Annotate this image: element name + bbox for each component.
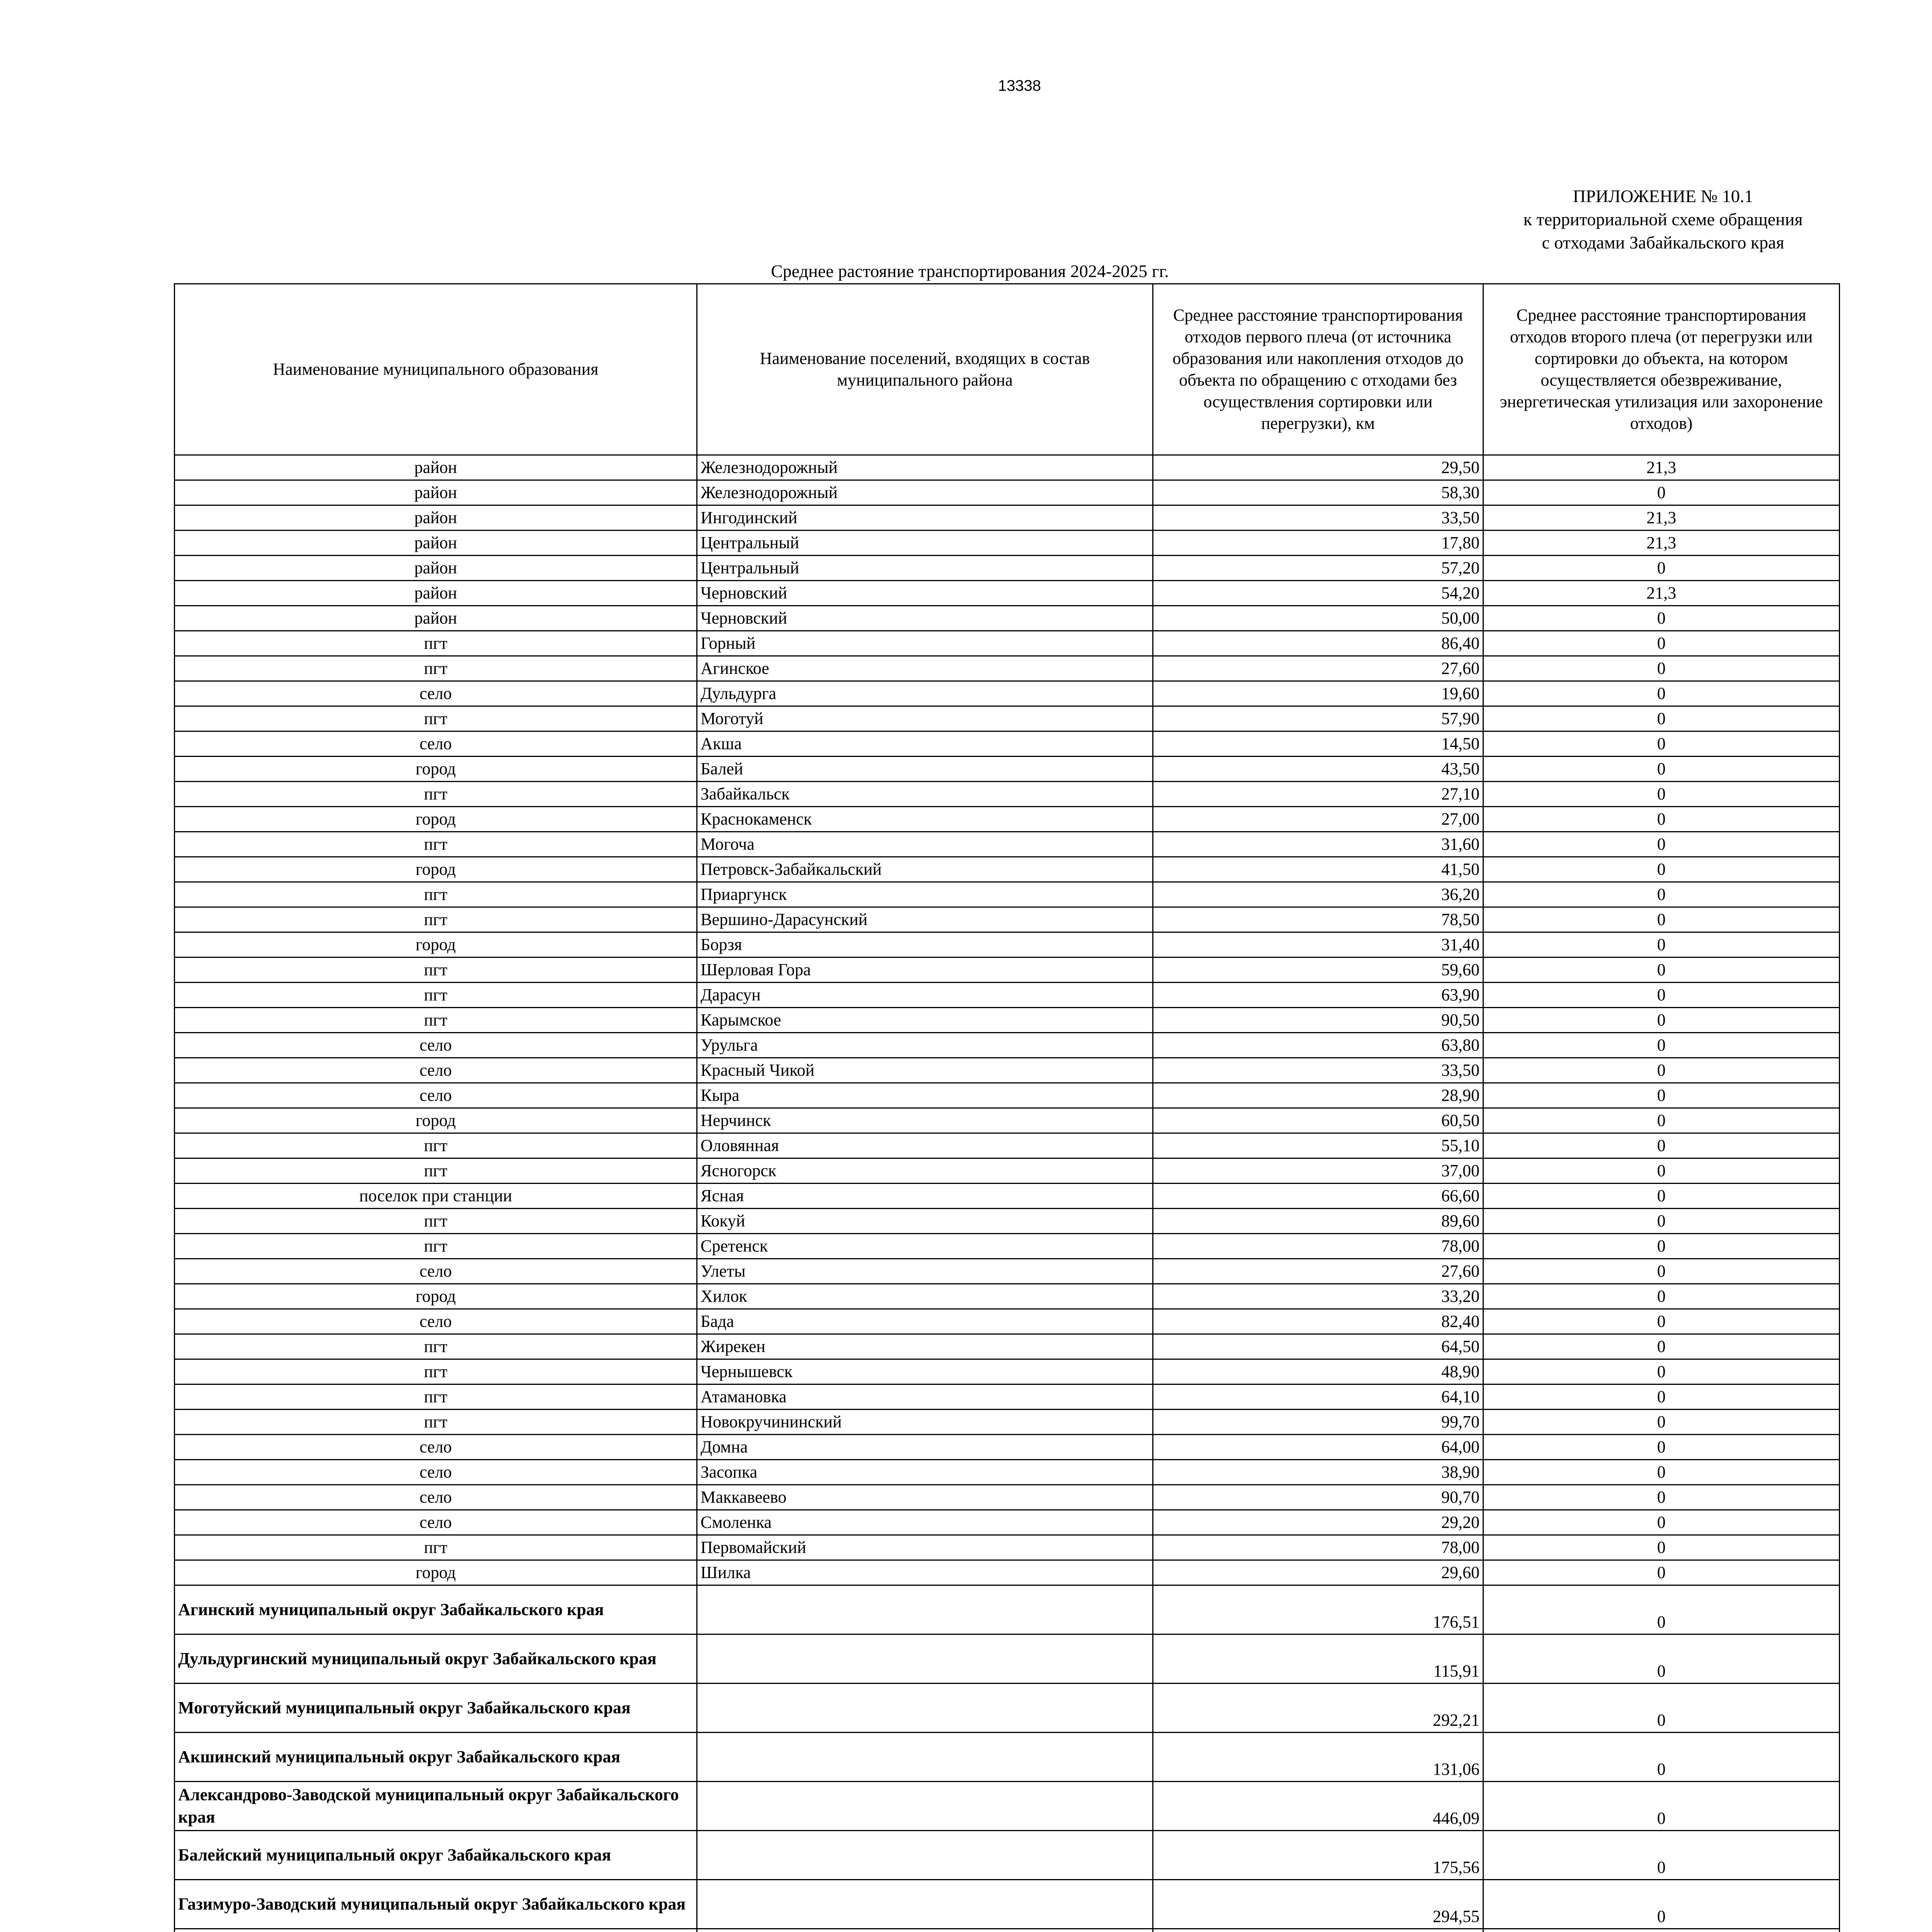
settlement-type-cell: село (175, 1309, 697, 1334)
settlement-type-cell: район (175, 606, 697, 631)
settlement-type-cell: город (175, 1108, 697, 1133)
second-leg-distance-cell: 0 (1483, 1733, 1840, 1782)
first-leg-distance-cell: 176,51 (1153, 1585, 1483, 1634)
second-leg-distance-cell: 0 (1483, 1033, 1840, 1058)
settlement-name-cell: Дарасун (697, 983, 1153, 1008)
first-leg-distance-cell: 86,40 (1153, 631, 1483, 656)
settlement-type-cell: город (175, 1284, 697, 1309)
table-row (175, 1309, 1840, 1334)
settlement-name-cell: Железнодорожный (697, 455, 1153, 480)
appendix-line-1: ПРИЛОЖЕНИЕ № 10.1 (1573, 186, 1753, 206)
district-name-cell: Газимуро-Заводский муниципальный округ Забайкальского края (175, 1880, 697, 1929)
first-leg-distance-cell: 78,00 (1153, 1234, 1483, 1259)
first-leg-distance-cell: 33,20 (1153, 1284, 1483, 1309)
settlement-type-cell: пгт (175, 1158, 697, 1184)
settlement-name-cell: Смоленка (697, 1510, 1153, 1535)
table-row (175, 1485, 1840, 1510)
settlement-name-cell: Горный (697, 631, 1153, 656)
first-leg-distance-cell: 175,56 (1153, 1831, 1483, 1880)
settlement-type-cell: район (175, 480, 697, 505)
second-leg-distance-cell: 0 (1483, 1782, 1840, 1831)
first-leg-distance-cell: 29,50 (1153, 455, 1483, 480)
table-row (175, 983, 1840, 1008)
first-leg-distance-cell: 41,50 (1153, 857, 1483, 882)
table-row (175, 1259, 1840, 1284)
first-leg-distance-cell: 33,50 (1153, 1058, 1483, 1083)
second-leg-distance-cell: 0 (1483, 1334, 1840, 1359)
table-row (175, 1033, 1840, 1058)
settlement-name-cell: Вершино-Дарасунский (697, 907, 1153, 932)
settlement-name-cell: Кокуй (697, 1209, 1153, 1234)
first-leg-distance-cell: 63,90 (1153, 983, 1483, 1008)
first-leg-distance-cell: 90,50 (1153, 1008, 1483, 1033)
settlement-type-cell: район (175, 531, 697, 556)
second-leg-distance-cell: 21,3 (1483, 531, 1840, 556)
table-row (175, 1184, 1840, 1209)
first-leg-distance-cell: 64,50 (1153, 1334, 1483, 1359)
header-row (175, 284, 1840, 455)
table-row (175, 932, 1840, 957)
settlement-name-cell: Атамановка (697, 1384, 1153, 1410)
appendix-heading (1489, 185, 1837, 254)
second-leg-distance-cell: 0 (1483, 932, 1840, 957)
settlement-name-cell: Шилка (697, 1560, 1153, 1585)
first-leg-distance-cell: 63,80 (1153, 1033, 1483, 1058)
settlement-type-cell: пгт (175, 631, 697, 656)
settlement-type-cell: пгт (175, 1359, 697, 1384)
second-leg-distance-cell: 0 (1483, 1309, 1840, 1334)
settlement-type-cell: пгт (175, 882, 697, 907)
table-row (175, 782, 1840, 807)
second-leg-distance-cell: 0 (1483, 1634, 1840, 1684)
empty-cell (697, 1782, 1153, 1831)
first-leg-distance-cell: 294,55 (1153, 1880, 1483, 1929)
settlement-type-cell: пгт (175, 656, 697, 681)
first-leg-distance-cell: 54,20 (1153, 581, 1483, 606)
settlement-name-cell: Нерчинск (697, 1108, 1153, 1133)
settlement-type-cell: поселок при станции (175, 1184, 697, 1209)
first-leg-distance-cell: 89,60 (1153, 1209, 1483, 1234)
second-leg-distance-cell: 0 (1483, 957, 1840, 983)
table-row (175, 706, 1840, 731)
district-name-cell: Моготуйский муниципальный округ Забайкальского края (175, 1684, 697, 1733)
second-leg-distance-cell: 0 (1483, 1684, 1840, 1733)
first-leg-distance-cell: 115,91 (1153, 1634, 1483, 1684)
settlement-name-cell: Оловянная (697, 1133, 1153, 1158)
header-settlement: Наименование поселений, входящих в состав муниципального района (697, 284, 1153, 455)
district-row (175, 1880, 1840, 1929)
second-leg-distance-cell: 0 (1483, 983, 1840, 1008)
table-row (175, 1083, 1840, 1108)
settlement-type-cell: село (175, 1033, 697, 1058)
settlement-type-cell: село (175, 681, 697, 706)
first-leg-distance-cell: 78,50 (1153, 907, 1483, 932)
table-row (175, 1410, 1840, 1435)
table-row (175, 531, 1840, 556)
settlement-name-cell: Акша (697, 731, 1153, 757)
second-leg-distance-cell (1483, 1929, 1840, 1932)
second-leg-distance-cell: 0 (1483, 882, 1840, 907)
settlement-name-cell: Карымское (697, 1008, 1153, 1033)
first-leg-distance-cell: 66,60 (1153, 1184, 1483, 1209)
first-leg-distance-cell: 36,20 (1153, 882, 1483, 907)
table-row (175, 1058, 1840, 1083)
second-leg-distance-cell: 0 (1483, 1880, 1840, 1929)
settlement-name-cell: Забайкальск (697, 782, 1153, 807)
district-name-cell: Балейский муниципальный округ Забайкальского края (175, 1831, 697, 1880)
first-leg-distance-cell: 28,90 (1153, 1083, 1483, 1108)
first-leg-distance-cell: 17,80 (1153, 531, 1483, 556)
table-row (175, 1209, 1840, 1234)
second-leg-distance-cell: 0 (1483, 1284, 1840, 1309)
first-leg-distance-cell: 78,00 (1153, 1535, 1483, 1560)
settlement-type-cell: село (175, 1485, 697, 1510)
table-title: Среднее растояние транспортирования 2024-2025 гг. (771, 261, 1169, 281)
table-row (175, 957, 1840, 983)
second-leg-distance-cell: 0 (1483, 757, 1840, 782)
table-row (175, 681, 1840, 706)
first-leg-distance-cell: 57,90 (1153, 706, 1483, 731)
settlement-type-cell: пгт (175, 1133, 697, 1158)
second-leg-distance-cell: 0 (1483, 1460, 1840, 1485)
table-row (175, 606, 1840, 631)
settlement-type-cell: пгт (175, 1535, 697, 1560)
second-leg-distance-cell: 0 (1483, 1158, 1840, 1184)
first-leg-distance-cell: 64,10 (1153, 1384, 1483, 1410)
settlement-name-cell: Хилок (697, 1284, 1153, 1309)
district-row (175, 1782, 1840, 1831)
settlement-type-cell: район (175, 505, 697, 531)
settlement-name-cell: Урульга (697, 1033, 1153, 1058)
settlement-type-cell: район (175, 556, 697, 581)
settlement-name-cell: Черновский (697, 606, 1153, 631)
table-row (175, 907, 1840, 932)
second-leg-distance-cell: 0 (1483, 1083, 1840, 1108)
second-leg-distance-cell: 0 (1483, 807, 1840, 832)
first-leg-distance-cell: 446,09 (1153, 1782, 1483, 1831)
appendix-line-3: с отходами Забайкальского края (1542, 233, 1784, 252)
table-row (175, 832, 1840, 857)
first-leg-distance-cell: 27,60 (1153, 656, 1483, 681)
settlement-name-cell: Кыра (697, 1083, 1153, 1108)
first-leg-distance-cell: 48,90 (1153, 1359, 1483, 1384)
second-leg-distance-cell: 0 (1483, 480, 1840, 505)
empty-cell (697, 1684, 1153, 1733)
settlement-name-cell: Центральный (697, 531, 1153, 556)
district-row (175, 1831, 1840, 1880)
settlement-name-cell: Первомайский (697, 1535, 1153, 1560)
settlement-name-cell: Ясная (697, 1184, 1153, 1209)
first-leg-distance-cell: 57,20 (1153, 556, 1483, 581)
table-row (175, 882, 1840, 907)
table-row (175, 1108, 1840, 1133)
settlement-type-cell: город (175, 807, 697, 832)
second-leg-distance-cell: 0 (1483, 1058, 1840, 1083)
settlement-type-cell: пгт (175, 957, 697, 983)
empty-cell (697, 1585, 1153, 1634)
table-row (175, 1133, 1840, 1158)
first-leg-distance-cell: 19,60 (1153, 681, 1483, 706)
settlement-name-cell: Ингодинский (697, 505, 1153, 531)
district-name-cell: Александрово-Заводской муниципальный округ Забайкальского края (175, 1782, 697, 1831)
settlement-name-cell: Маккавеево (697, 1485, 1153, 1510)
settlement-type-cell: пгт (175, 1384, 697, 1410)
settlement-type-cell: пгт (175, 1008, 697, 1033)
settlement-name-cell: Бада (697, 1309, 1153, 1334)
second-leg-distance-cell: 0 (1483, 556, 1840, 581)
settlement-name-cell: Жирекен (697, 1334, 1153, 1359)
settlement-name-cell: Центральный (697, 556, 1153, 581)
settlement-type-cell: пгт (175, 832, 697, 857)
first-leg-distance-cell: 60,50 (1153, 1108, 1483, 1133)
second-leg-distance-cell: 0 (1483, 1259, 1840, 1284)
empty-cell (697, 1929, 1153, 1932)
settlement-name-cell: Чернышевск (697, 1359, 1153, 1384)
settlement-name-cell: Красный Чикой (697, 1058, 1153, 1083)
second-leg-distance-cell: 21,3 (1483, 505, 1840, 531)
settlement-name-cell: Улеты (697, 1259, 1153, 1284)
settlement-type-cell: город (175, 757, 697, 782)
first-leg-distance-cell: 37,00 (1153, 1158, 1483, 1184)
table-row (175, 1284, 1840, 1309)
settlement-type-cell: город (175, 857, 697, 882)
settlement-name-cell: Могоча (697, 832, 1153, 857)
first-leg-distance-cell: 59,60 (1153, 957, 1483, 983)
distance-table (174, 283, 1840, 1932)
table-row (175, 1460, 1840, 1485)
second-leg-distance-cell: 0 (1483, 1410, 1840, 1435)
table-row (175, 505, 1840, 531)
table-body (175, 455, 1840, 1932)
first-leg-distance-cell: 38,90 (1153, 1460, 1483, 1485)
table-row (175, 556, 1840, 581)
appendix-line-2: к территориальной схеме обращения (1523, 209, 1803, 229)
settlement-name-cell: Засопка (697, 1460, 1153, 1485)
first-leg-distance-cell: 99,70 (1153, 1410, 1483, 1435)
second-leg-distance-cell: 0 (1483, 1008, 1840, 1033)
settlement-name-cell: Балей (697, 757, 1153, 782)
second-leg-distance-cell: 0 (1483, 1133, 1840, 1158)
settlement-name-cell: Шерловая Гора (697, 957, 1153, 983)
district-row (175, 1585, 1840, 1634)
first-leg-distance-cell (1153, 1929, 1483, 1932)
table-row (175, 857, 1840, 882)
settlement-type-cell: село (175, 1510, 697, 1535)
settlement-type-cell: пгт (175, 706, 697, 731)
table-row (175, 1234, 1840, 1259)
table-row (175, 1008, 1840, 1033)
first-leg-distance-cell: 29,20 (1153, 1510, 1483, 1535)
second-leg-distance-cell: 21,3 (1483, 455, 1840, 480)
settlement-name-cell: Дульдурга (697, 681, 1153, 706)
first-leg-distance-cell: 64,00 (1153, 1435, 1483, 1460)
table-row (175, 1435, 1840, 1460)
page-number: 13338 (998, 77, 1041, 94)
district-row (175, 1634, 1840, 1684)
settlement-name-cell: Приаргунск (697, 882, 1153, 907)
table-row (175, 581, 1840, 606)
first-leg-distance-cell: 33,50 (1153, 505, 1483, 531)
settlement-name-cell: Краснокаменск (697, 807, 1153, 832)
settlement-type-cell: пгт (175, 1334, 697, 1359)
second-leg-distance-cell: 0 (1483, 1234, 1840, 1259)
settlement-type-cell: село (175, 1259, 697, 1284)
settlement-type-cell: село (175, 1460, 697, 1485)
second-leg-distance-cell: 0 (1483, 656, 1840, 681)
settlement-name-cell: Сретенск (697, 1234, 1153, 1259)
second-leg-distance-cell: 0 (1483, 1560, 1840, 1585)
settlement-name-cell: Черновский (697, 581, 1153, 606)
settlement-type-cell: пгт (175, 1234, 697, 1259)
settlement-type-cell: пгт (175, 907, 697, 932)
second-leg-distance-cell: 0 (1483, 1184, 1840, 1209)
table-row (175, 1510, 1840, 1535)
table-row (175, 656, 1840, 681)
settlement-type-cell: город (175, 1560, 697, 1585)
settlement-type-cell: пгт (175, 983, 697, 1008)
table-row (175, 1334, 1840, 1359)
second-leg-distance-cell: 0 (1483, 731, 1840, 757)
table-row (175, 1535, 1840, 1560)
district-name-cell: Акшинский муниципальный округ Забайкальского края (175, 1733, 697, 1782)
table-row (175, 631, 1840, 656)
second-leg-distance-cell: 0 (1483, 1535, 1840, 1560)
first-leg-distance-cell: 55,10 (1153, 1133, 1483, 1158)
empty-cell (697, 1733, 1153, 1782)
second-leg-distance-cell: 0 (1483, 1384, 1840, 1410)
first-leg-distance-cell: 50,00 (1153, 606, 1483, 631)
table-row (175, 807, 1840, 832)
district-name-cell (175, 1929, 697, 1932)
settlement-type-cell: пгт (175, 1410, 697, 1435)
second-leg-distance-cell: 0 (1483, 857, 1840, 882)
first-leg-distance-cell: 131,06 (1153, 1733, 1483, 1782)
first-leg-distance-cell: 43,50 (1153, 757, 1483, 782)
second-leg-distance-cell: 0 (1483, 1831, 1840, 1880)
settlement-name-cell: Ясногорск (697, 1158, 1153, 1184)
second-leg-distance-cell: 0 (1483, 1359, 1840, 1384)
settlement-name-cell: Петровск-Забайкальский (697, 857, 1153, 882)
table-row (175, 731, 1840, 757)
second-leg-distance-cell: 0 (1483, 1585, 1840, 1634)
settlement-type-cell: город (175, 932, 697, 957)
settlement-type-cell: район (175, 581, 697, 606)
settlement-name-cell: Агинское (697, 656, 1153, 681)
empty-cell (697, 1831, 1153, 1880)
table-row (175, 1158, 1840, 1184)
settlement-name-cell: Борзя (697, 932, 1153, 957)
second-leg-distance-cell: 0 (1483, 1435, 1840, 1460)
header-first-leg-distance: Среднее расстояние транспортирования отходов первого плеча (от источника образования или накопления отходов до объекта по обращению с отходами без осуществления сортировки или перегрузки), км (1153, 284, 1483, 455)
second-leg-distance-cell: 0 (1483, 706, 1840, 731)
second-leg-distance-cell: 0 (1483, 631, 1840, 656)
settlement-type-cell: село (175, 731, 697, 757)
first-leg-distance-cell: 27,10 (1153, 782, 1483, 807)
table-row (175, 1359, 1840, 1384)
first-leg-distance-cell: 58,30 (1153, 480, 1483, 505)
settlement-type-cell: пгт (175, 1209, 697, 1234)
settlement-type-cell: село (175, 1435, 697, 1460)
settlement-name-cell: Железнодорожный (697, 480, 1153, 505)
table-row (175, 757, 1840, 782)
second-leg-distance-cell: 0 (1483, 1510, 1840, 1535)
second-leg-distance-cell: 0 (1483, 832, 1840, 857)
settlement-name-cell: Новокручининский (697, 1410, 1153, 1435)
header-second-leg-distance: Среднее расстояние транспортирования отходов второго плеча (от перегрузки или сортировки до объекта, на котором осуществляется обезвреживание, энергетическая утилизация или захоронение отходов) (1483, 284, 1840, 455)
second-leg-distance-cell: 0 (1483, 907, 1840, 932)
second-leg-distance-cell: 0 (1483, 681, 1840, 706)
settlement-name-cell: Домна (697, 1435, 1153, 1460)
settlement-type-cell: район (175, 455, 697, 480)
table-row (175, 1560, 1840, 1585)
district-row (175, 1733, 1840, 1782)
table-row (175, 455, 1840, 480)
first-leg-distance-cell: 27,00 (1153, 807, 1483, 832)
second-leg-distance-cell: 0 (1483, 1209, 1840, 1234)
district-name-cell: Дульдургинский муниципальный округ Забайкальского края (175, 1634, 697, 1684)
first-leg-distance-cell: 27,60 (1153, 1259, 1483, 1284)
settlement-name-cell: Моготуй (697, 706, 1153, 731)
second-leg-distance-cell: 0 (1483, 606, 1840, 631)
table-row (175, 480, 1840, 505)
second-leg-distance-cell: 0 (1483, 1108, 1840, 1133)
district-row (175, 1929, 1840, 1932)
first-leg-distance-cell: 90,70 (1153, 1485, 1483, 1510)
empty-cell (697, 1634, 1153, 1684)
second-leg-distance-cell: 0 (1483, 782, 1840, 807)
empty-cell (697, 1880, 1153, 1929)
first-leg-distance-cell: 14,50 (1153, 731, 1483, 757)
second-leg-distance-cell: 21,3 (1483, 581, 1840, 606)
table-row (175, 1384, 1840, 1410)
first-leg-distance-cell: 29,60 (1153, 1560, 1483, 1585)
district-name-cell: Агинский муниципальный округ Забайкальского края (175, 1585, 697, 1634)
first-leg-distance-cell: 31,60 (1153, 832, 1483, 857)
first-leg-distance-cell: 82,40 (1153, 1309, 1483, 1334)
settlement-type-cell: село (175, 1083, 697, 1108)
settlement-type-cell: село (175, 1058, 697, 1083)
first-leg-distance-cell: 292,21 (1153, 1684, 1483, 1733)
first-leg-distance-cell: 31,40 (1153, 932, 1483, 957)
second-leg-distance-cell: 0 (1483, 1485, 1840, 1510)
header-municipality: Наименование муниципального образования (175, 284, 697, 455)
settlement-type-cell: пгт (175, 782, 697, 807)
district-row (175, 1684, 1840, 1733)
